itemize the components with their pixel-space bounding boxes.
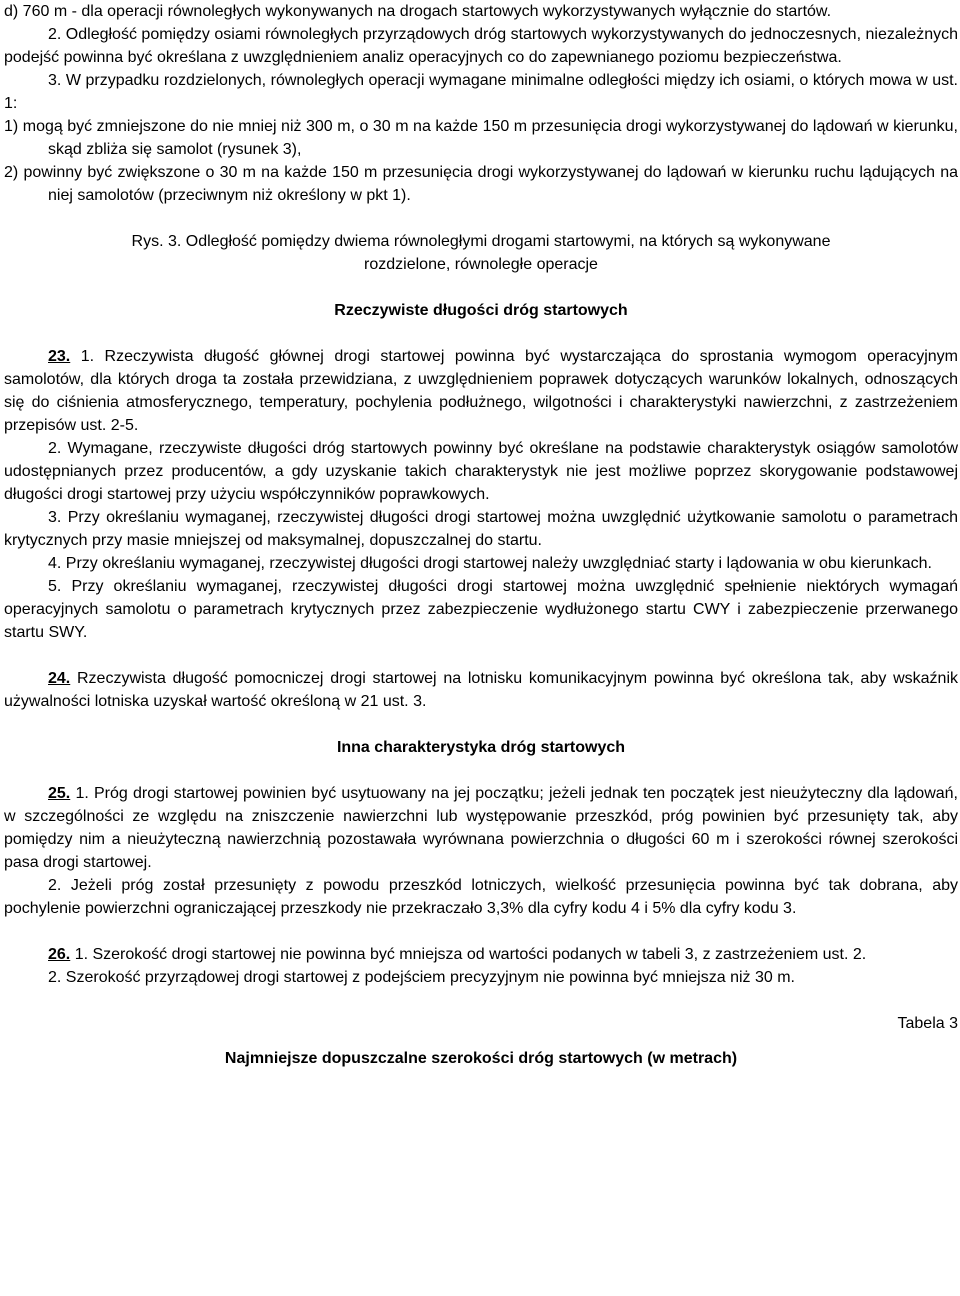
section-24-paragraph: 24. Rzeczywista długość pomocniczej drogi startowej na lotnisku komunikacyjnym powinna być określona tak, aby wskaźnik używalności lotniska uzyskał wartość określoną w 21 ust. 3. [4,670,958,710]
section-25-paragraph-2: 2. Jeżeli próg został przesunięty z powodu przeszkód lotniczych, wielkość przesunięcia powinna być tak dobrana, aby pochylenie powierzchni ograniczającej przeszkody nie przekraczało 3,3% dla cyfry kodu 4 i 5% dla cyfry kodu 3. [4,877,958,917]
figure-caption-line-1: Rys. 3. Odległość pomiędzy dwiema równoległymi drogami startowymi, na których są wykonywane [131,233,831,250]
section-26-paragraph-1: 26. 1. Szerokość drogi startowej nie powinna być mniejsza od wartości podanych w tabeli 3, z zastrzeżeniem ust. 2. [48,946,867,963]
section-23-paragraph-5: 5. Przy określaniu wymaganej, rzeczywistej długości drogi startowej można uwzględnić spełnienie niektórych wymagań operacyjnych samolotu o parametrach krytycznych przez zabezpieczenie wydłużonego startu CWY i zabezpieczenie przerwanego startu SWY. [4,578,958,641]
section-23-number: 23. [48,348,71,365]
document-page [4,0,958,1070]
section-23-paragraph-3: 3. Przy określaniu wymaganej, rzeczywistej długości drogi startowej można uwzględnić użytkowanie samolotu o parametrach krytycznych przy masie mniejszej od maksymalnej, dopuszczalnej do startu. [4,509,958,549]
paragraph-3-point-2: 2) powinny być zwiększone o 30 m na każde 150 m przesunięcia drogi wykorzystywanej do lądowań w kierunku ruchu lądujących na niej samolotów (przeciwnym niż określony w pkt 1). [4,164,958,204]
section-23-paragraph-2: 2. Wymagane, rzeczywiste długości dróg startowych powinny być określane na podstawie charakterystyk osiągów samolotów udostępnianych przez producentów, a gdy uzyskanie takich charakterystyk nie jest możliwe poprzez skorygowanie podstawowej długości drogi startowej przy użyciu współczynników poprawkowych. [4,440,958,503]
item-d: d) 760 m - dla operacji równoległych wykonywanych na drogach startowych wykorzystywanych wyłącznie do startów. [4,3,832,20]
section-26-paragraph-2: 2. Szerokość przyrządowej drogi startowej z podejściem precyzyjnym nie powinna być mniejsza niż 30 m. [48,969,795,986]
section-23-paragraph-4: 4. Przy określaniu wymaganej, rzeczywistej długości drogi startowej należy uwzględniać starty i lądowania w obu kierunkach. [48,555,932,572]
table-title: Najmniejsze dopuszczalne szerokości dróg startowych (w metrach) [224,1050,738,1067]
paragraph-3-point-1: 1) mogą być zmniejszone do nie mniej niż 300 m, o 30 m na każde 150 m przesunięcia drogi wykorzystywanej do lądowań w kierunku, skąd zbliża się samolot (rysunek 3), [4,118,958,158]
section-25-paragraph-1: 25. 1. Próg drogi startowej powinien być usytuowany na jej początku; jeżeli jednak ten początek jest nieużyteczny dla lądowań, w szczególności ze względu na zniszczenie nawierzchni lub występowanie przeszkód, próg powinien być przesunięty tak, aby pomiędzy nim a nieużyteczną nawierzchnią pozostawała wyrównana powierzchnia o długości 60 m i szerokości równej szerokości pasa drogi startowej. [4,785,958,871]
paragraph-2: 2. Odległość pomiędzy osiami równoległych przyrządowych dróg startowych wykorzystywanych do jednoczesnych, niezależnych podejść powinna być określana z uwzględnieniem analiz operacyjnych co do zapewnianego poziomu bezpieczeństwa. [4,26,958,66]
section-26-number: 26. [48,946,71,963]
section-heading-other-characteristics: Inna charakterystyka dróg startowych [336,739,626,756]
paragraph-3: 3. W przypadku rozdzielonych, równoległych operacji wymagane minimalne odległości między ich osiami, o których mowa w ust. 1: [4,72,958,112]
section-heading-runway-lengths: Rzeczywiste długości dróg startowych [334,302,628,319]
section-25-number: 25. [48,785,71,802]
section-24-number: 24. [48,670,71,687]
table-label: Tabela 3 [897,1015,958,1032]
figure-caption-line-2: rozdzielone, równoległe operacje [364,256,598,273]
section-23-paragraph-1: 23. 1. Rzeczywista długość głównej drogi startowej powinna być wystarczająca do sprostania wymogom operacyjnym samolotów, dla których droga ta została przewidziana, z uwzględnieniem poprawek dotyczących warunków lokalnych, odnoszących się do ciśnienia atmosferycznego, temperatury, pochylenia podłużnego, wilgotności i charakterystyki nawierzchni, z zastrzeżeniem przepisów ust. 2-5. [4,348,958,434]
